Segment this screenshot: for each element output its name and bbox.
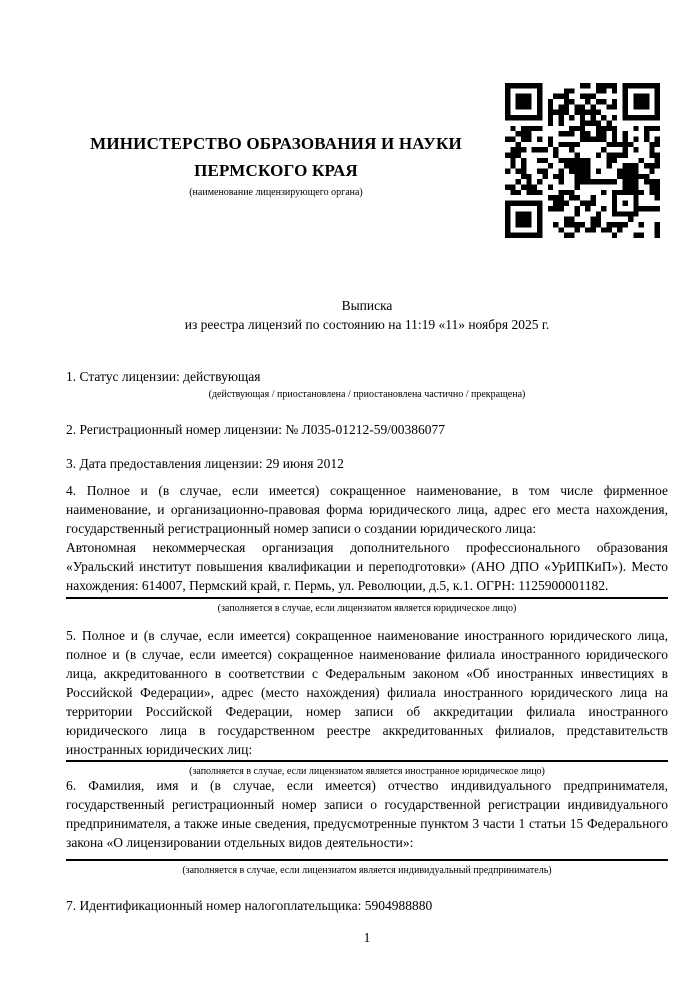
entrepreneur-label: 6. Фамилия, имя и (в случае, если имеется) отчество индивидуального предпринимателя, государственный регистрационный номер записи о государственной регистрации индивидуального предпринимателя, а также иные сведения, предусмотренные пунктом 3 части 1 статьи 15 Федерального закона «О лицензировании отдельных видов деятельности»: <box>66 778 668 850</box>
fill-line <box>66 859 668 861</box>
authority-name-line1: МИНИСТЕРСТВО ОБРАЗОВАНИЯ И НАУКИ <box>90 134 462 153</box>
document-title-line2: из реестра лицензий по состоянию на 11:19 «11» ноября 2025 г. <box>184 317 550 332</box>
legal-entity-caption: (заполняется в случае, если лицензиатом является юридическое лицо) <box>217 603 517 614</box>
page-number: 1 <box>363 930 371 945</box>
foreign-entity-caption: (заполняется в случае, если лицензиатом является иностранное юридическое лицо) <box>189 766 545 777</box>
document-title-line1: Выписка <box>341 298 393 313</box>
item-grant-date <box>66 454 668 473</box>
registration-number-text: 2. Регистрационный номер лицензии: № Л035-01212-59/00386077 <box>66 422 446 437</box>
legal-entity-label: 4. Полное и (в случае, если имеется) сокращенное наименование, в том числе фирменное наименование, и организационно-правовая форма юридического лица, адрес его места нахождения, государственный регистрационный номер записи о создании юридического лица: <box>66 483 668 536</box>
license-status-text: 1. Статус лицензии: действующая <box>66 369 261 384</box>
item-taxpayer-number <box>66 896 668 915</box>
authority-caption: (наименование лицензирующего органа) <box>189 187 363 198</box>
item-license-status <box>66 367 668 401</box>
grant-date-text: 3. Дата предоставления лицензии: 29 июня 2012 <box>66 456 344 471</box>
item-registration-number <box>66 420 668 439</box>
item-entrepreneur <box>66 776 668 877</box>
taxpayer-number-text: 7. Идентификационный номер налогоплательщика: 5904988880 <box>66 898 433 913</box>
authority-name-line2: ПЕРМСКОГО КРАЯ <box>194 161 358 180</box>
document-title <box>66 296 668 334</box>
legal-entity-value: Автономная некоммерческая организация дополнительного профессионального образования «Уральский институт повышения квалификации и переподготовки» (АНО ДПО «УрИПКиП»). Место нахождения: 614007, Пермский край, г. Пермь, ул. Революции, д.5, к.1. ОГРН: 1125900001182. <box>66 540 668 593</box>
item-foreign-entity <box>66 626 668 778</box>
item-legal-entity <box>66 481 668 615</box>
foreign-entity-label: 5. Полное и (в случае, если имеется) сокращенное наименование иностранного юридического лица, полное и (в случае, если имеется) сокращенное наименование филиала иностранного юридического лица, аккредитованного в соответствии с Федеральным законом «Об иностранных инвестициях в Российской Федерации», адрес (место нахождения) филиала иностранного юридического лица на территории Российской Федерации, номер записи об аккредитации филиала иностранного юридического лица в государственном реестре аккредитованных филиалов, представительств иностранных юридических лиц: <box>66 628 668 757</box>
qr-code-icon <box>505 83 660 238</box>
license-status-caption: (действующая / приостановлена / приостановлена частично / прекращена) <box>208 389 526 400</box>
fill-line <box>66 597 668 599</box>
licensing-authority-header <box>66 130 486 199</box>
fill-line <box>66 760 668 762</box>
entrepreneur-caption: (заполняется в случае, если лицензиатом является индивидуальный предприниматель) <box>182 865 552 876</box>
